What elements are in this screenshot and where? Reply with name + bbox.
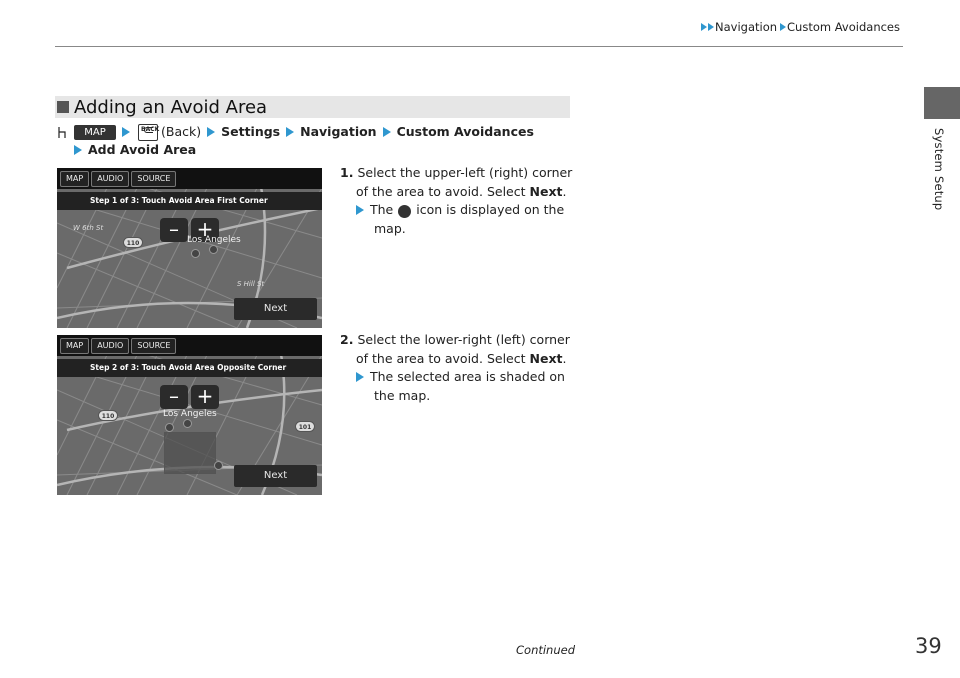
map-key: MAP xyxy=(74,125,116,140)
header-rule xyxy=(55,46,903,47)
city-label: Los Angeles xyxy=(163,409,217,419)
zoom-in-button[interactable]: + xyxy=(191,385,219,409)
city-label: Los Angeles xyxy=(187,235,241,245)
path-custom-avoidances: Custom Avoidances xyxy=(396,124,534,139)
result-text: The selected area is shaded on xyxy=(370,369,565,384)
instruction-step-2 xyxy=(340,331,570,405)
step-text: . xyxy=(562,183,567,199)
breadcrumb-arrow-icon xyxy=(780,23,786,31)
step-banner: Step 1 of 3: Touch Avoid Area First Corner xyxy=(57,192,322,210)
instruction-step-1 xyxy=(340,164,572,238)
menu-path xyxy=(57,123,534,159)
map-pin-icon xyxy=(191,249,200,258)
highway-shield: 110 xyxy=(123,237,143,248)
chapter-label-text: System Setup xyxy=(932,128,946,211)
breadcrumb xyxy=(701,20,900,34)
map-pin-icon xyxy=(209,245,218,254)
step-text: Select the lower-right (left) corner xyxy=(357,332,570,347)
map-tab[interactable]: MAP xyxy=(60,171,89,187)
pin-icon xyxy=(398,205,411,218)
audio-tab[interactable]: AUDIO xyxy=(91,338,129,354)
step-text: Select the upper-left (right) corner xyxy=(357,165,573,180)
path-arrow-icon xyxy=(207,127,215,137)
continued-label: Continued xyxy=(516,643,576,657)
step-number: 2. xyxy=(340,332,354,347)
zoom-out-button[interactable]: – xyxy=(160,385,188,409)
next-button[interactable]: Next xyxy=(234,298,317,320)
result-text: The xyxy=(370,202,394,217)
top-bar xyxy=(57,335,322,356)
path-settings: Settings xyxy=(221,124,281,139)
step-banner: Step 2 of 3: Touch Avoid Area Opposite Corner xyxy=(57,359,322,377)
step-text: of the area to avoid. Select xyxy=(356,183,526,199)
screen-step-2 xyxy=(57,335,322,495)
zoom-in-button[interactable]: + xyxy=(191,218,219,242)
street-label: S Hill St xyxy=(237,280,265,288)
top-bar xyxy=(57,168,322,189)
highway-shield: 110 xyxy=(98,410,118,421)
back-button-icon: BACK xyxy=(138,124,158,141)
map-pin-icon xyxy=(183,419,192,428)
back-label: (Back) xyxy=(161,124,202,139)
breadcrumb-current[interactable]: Custom Avoidances xyxy=(787,20,900,34)
breadcrumb-arrow-icon xyxy=(708,23,714,31)
result-text: the map. xyxy=(374,387,431,403)
street-label: W 6th St xyxy=(73,224,104,232)
path-arrow-icon xyxy=(286,127,294,137)
zoom-out-button[interactable]: – xyxy=(160,218,188,242)
path-arrow-icon xyxy=(383,127,391,137)
result-arrow-icon xyxy=(356,372,364,382)
section-header xyxy=(55,96,570,118)
map-tab[interactable]: MAP xyxy=(60,338,89,354)
result-text: map. xyxy=(374,220,406,236)
chapter-label xyxy=(924,128,960,218)
audio-tab[interactable]: AUDIO xyxy=(91,171,129,187)
source-tab[interactable]: SOURCE xyxy=(131,171,176,187)
screen-step-1 xyxy=(57,168,322,328)
next-term: Next xyxy=(529,350,563,366)
path-add-avoid-area: Add Avoid Area xyxy=(88,142,197,157)
map-pin-icon xyxy=(165,423,174,432)
map-pin-icon xyxy=(214,461,223,470)
step-text: . xyxy=(562,350,567,366)
home-icon xyxy=(57,126,68,139)
highway-shield: 101 xyxy=(295,421,315,432)
breadcrumb-parent[interactable]: Navigation xyxy=(715,20,778,34)
next-button[interactable]: Next xyxy=(234,465,317,487)
avoid-area-shade xyxy=(164,432,216,474)
result-arrow-icon xyxy=(356,205,364,215)
path-arrow-icon xyxy=(74,145,82,155)
source-tab[interactable]: SOURCE xyxy=(131,338,176,354)
section-title: Adding an Avoid Area xyxy=(74,96,268,118)
chapter-tab xyxy=(924,87,960,119)
step-number: 1. xyxy=(340,165,354,180)
path-arrow-icon xyxy=(122,127,130,137)
breadcrumb-arrow-icon xyxy=(701,23,707,31)
next-term: Next xyxy=(529,183,563,199)
path-navigation: Navigation xyxy=(300,124,377,139)
step-text: of the area to avoid. Select xyxy=(356,350,526,366)
result-text: icon is displayed on the xyxy=(416,202,565,217)
page-number: 39 xyxy=(915,634,942,658)
section-square-icon xyxy=(57,101,69,113)
